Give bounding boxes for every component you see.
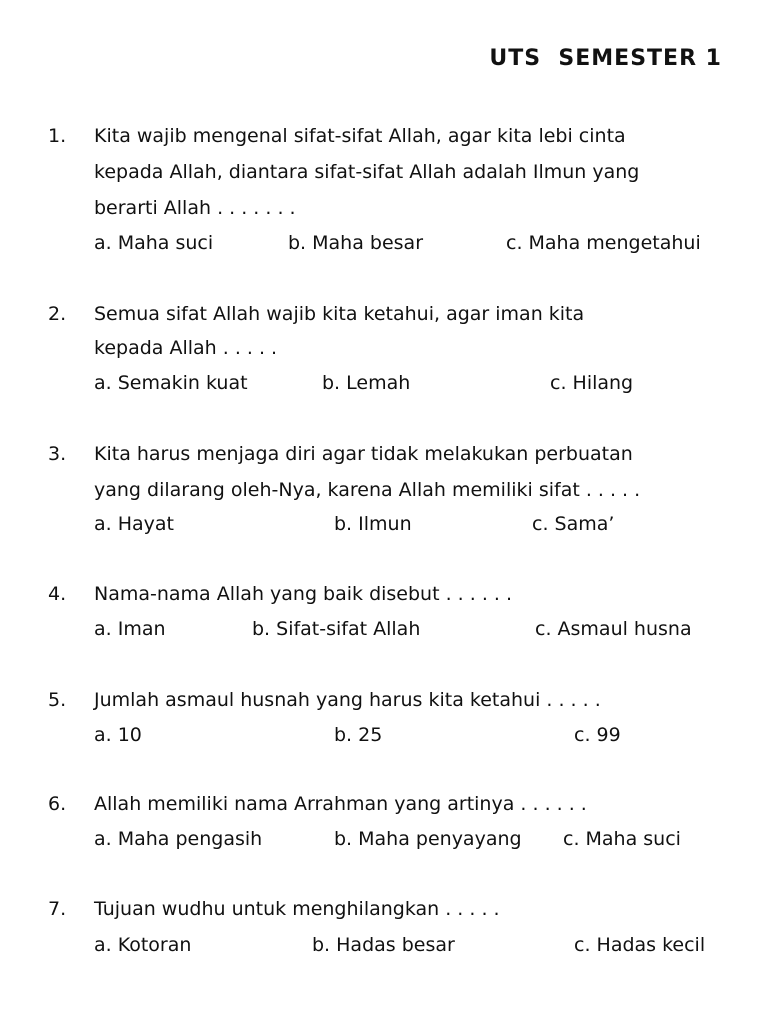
question-text-line: yang dilarang oleh-Nya, karena Allah memiliki sifat . . . . . [94, 479, 641, 501]
option-c: c. Sama’ [532, 513, 615, 535]
option-a: a. Semakin kuat [94, 372, 248, 394]
option-b: b. Lemah [322, 372, 411, 394]
page-title: UTS SEMESTER 1 [489, 46, 722, 71]
option-a: a. Hayat [94, 513, 174, 535]
option-b: b. Hadas besar [312, 934, 455, 956]
question-text-line: berarti Allah . . . . . . . [94, 197, 296, 219]
question-number: 6. [48, 793, 67, 815]
option-b: b. Sifat-sifat Allah [252, 618, 421, 640]
option-b: b. Ilmun [334, 513, 412, 535]
option-c: c. Maha suci [563, 828, 681, 850]
option-c: c. Hilang [550, 372, 634, 394]
option-c: c. Asmaul husna [535, 618, 692, 640]
option-b: b. 25 [334, 724, 383, 746]
option-c: c. Maha mengetahui [506, 232, 701, 254]
question-text-line: Nama-nama Allah yang baik disebut . . . . . . [94, 583, 513, 605]
question-number: 3. [48, 443, 67, 465]
question-text-line: Kita harus menjaga diri agar tidak melakukan perbuatan [94, 443, 633, 465]
option-b: b. Maha penyayang [334, 828, 522, 850]
question-text-line: Kita wajib mengenal sifat-sifat Allah, agar kita lebi cinta [94, 125, 626, 147]
question-number: 7. [48, 898, 67, 920]
question-number: 1. [48, 125, 67, 147]
option-a: a. Maha suci [94, 232, 214, 254]
question-text-line: Tujuan wudhu untuk menghilangkan . . . . . [94, 898, 500, 920]
question-text-line: Allah memiliki nama Arrahman yang artinya . . . . . . [94, 793, 587, 815]
question-number: 2. [48, 303, 67, 325]
question-text-line: Semua sifat Allah wajib kita ketahui, agar iman kita [94, 303, 585, 325]
option-a: a. 10 [94, 724, 142, 746]
question-text-line: kepada Allah . . . . . [94, 337, 278, 359]
option-a: a. Kotoran [94, 934, 192, 956]
option-a: a. Iman [94, 618, 166, 640]
option-b: b. Maha besar [288, 232, 424, 254]
question-text-line: kepada Allah, diantara sifat-sifat Allah adalah Ilmun yang [94, 161, 640, 183]
option-a: a. Maha pengasih [94, 828, 263, 850]
question-text-line: Jumlah asmaul husnah yang harus kita ketahui . . . . . [94, 689, 601, 711]
question-number: 5. [48, 689, 67, 711]
question-number: 4. [48, 583, 67, 605]
option-c: c. 99 [574, 724, 621, 746]
option-c: c. Hadas kecil [574, 934, 706, 956]
